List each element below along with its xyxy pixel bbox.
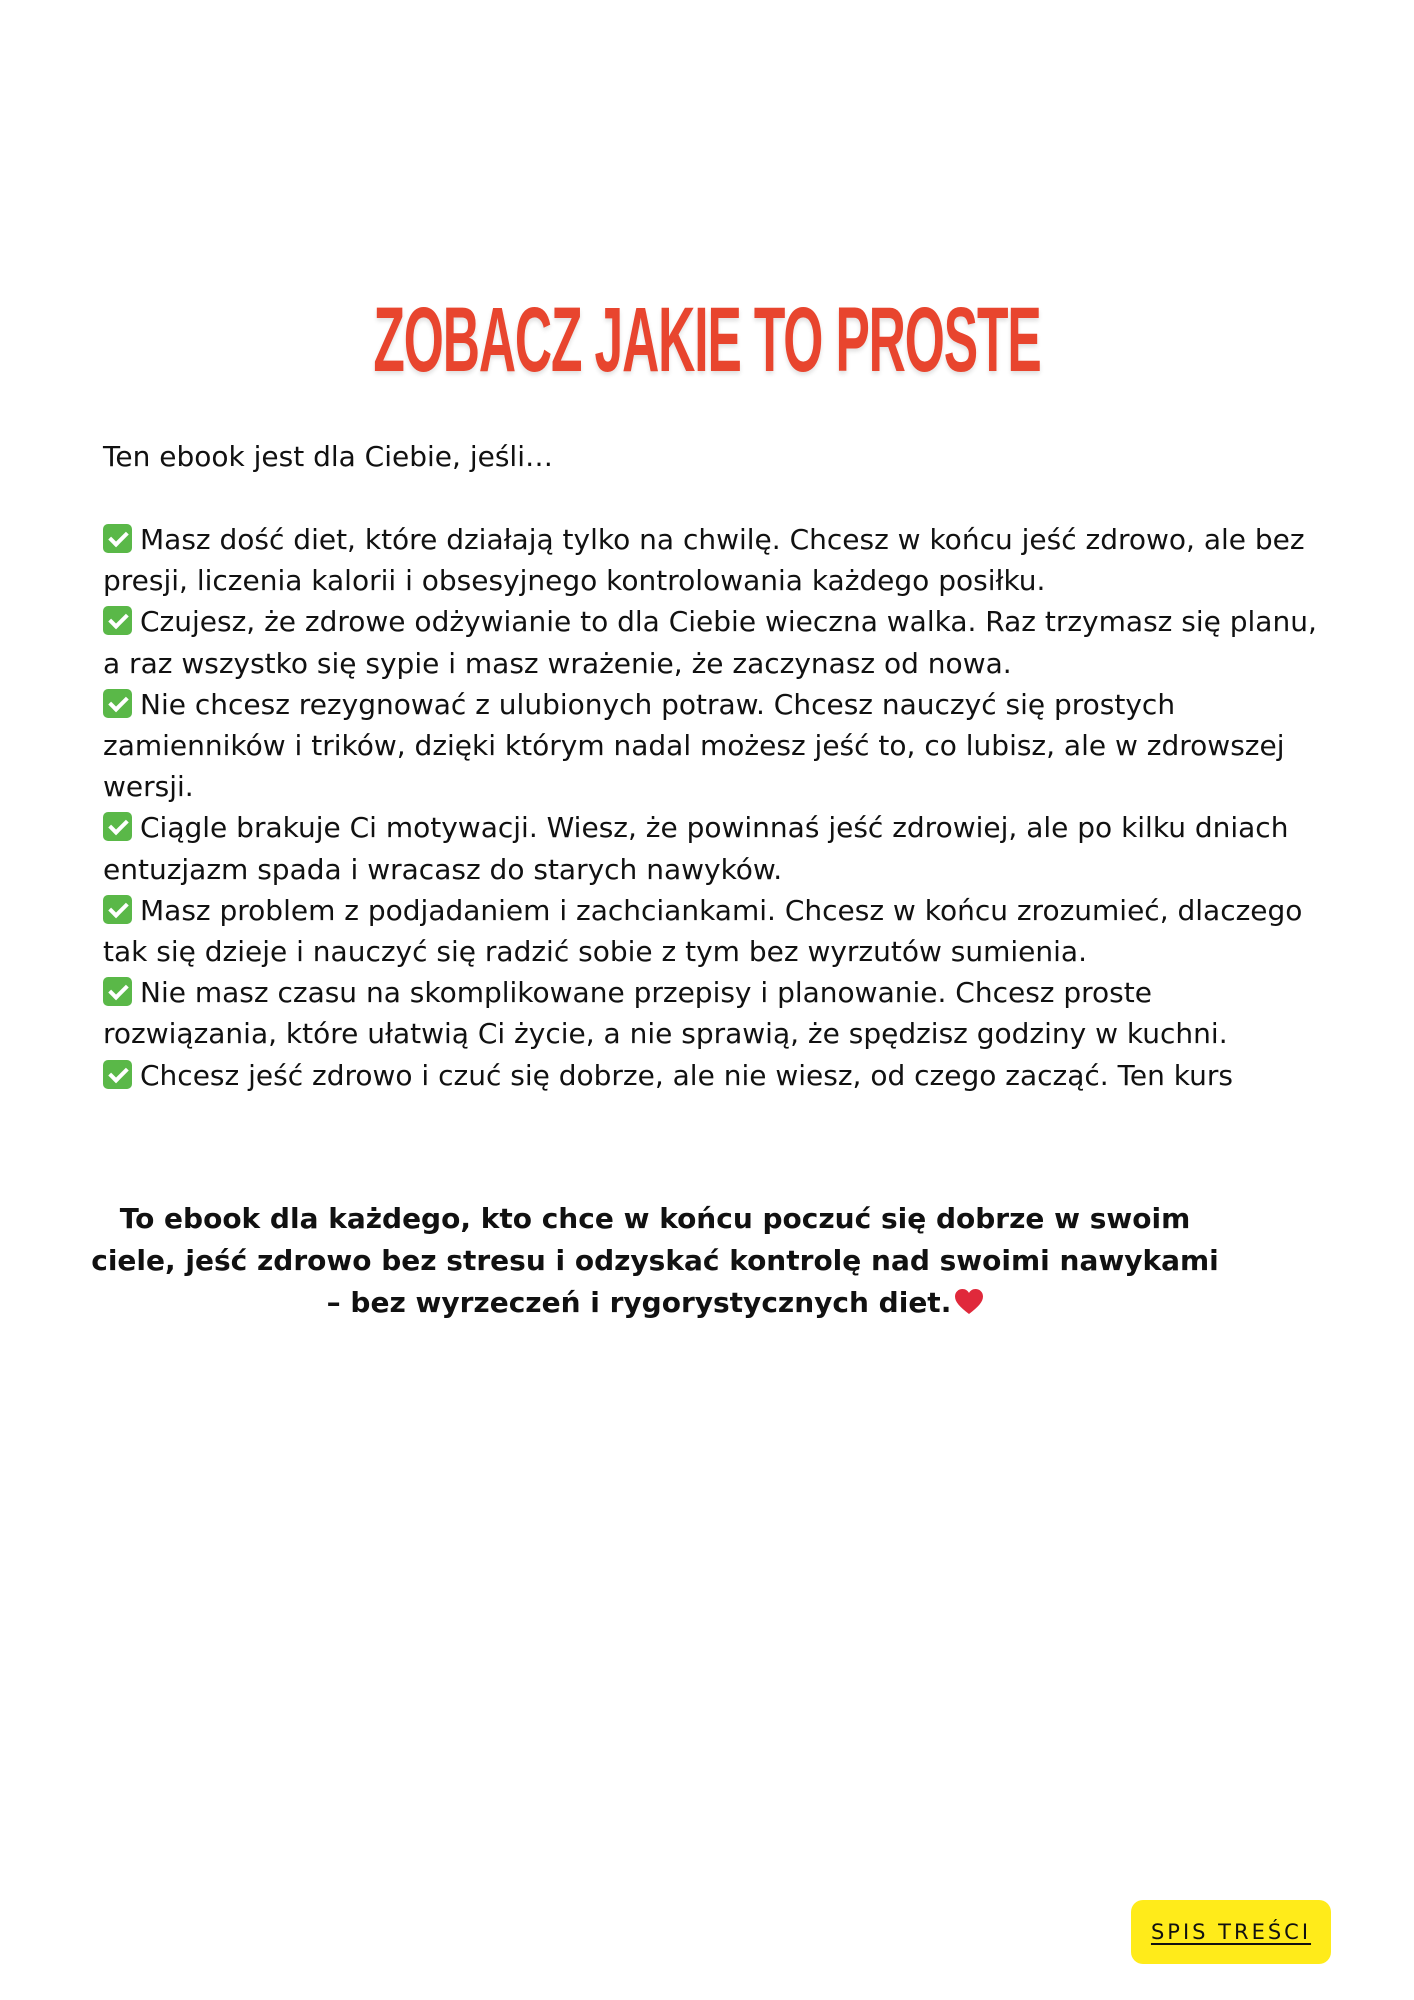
list-item-text: Chcesz jeść zdrowo i czuć się dobrze, ale nie wiesz, od czego zacząć. Ten kurs bbox=[140, 1058, 1233, 1092]
list-item-text: Masz problem z podjadaniem i zachciankami. Chcesz w końcu zrozumieć, dlaczego tak się dzieje i nauczyć się radzić sobie z tym bez wyrzutów sumienia. bbox=[103, 893, 1303, 969]
list-item-text: Masz dość diet, które działają tylko na chwilę. Chcesz w końcu jeść zdrowo, ale bez presji, liczenia kalorii i obsesyjnego kontrolowania każdego posiłku. bbox=[103, 523, 1305, 598]
check-mark-icon bbox=[103, 977, 132, 1006]
check-mark-icon bbox=[103, 524, 132, 553]
list-item bbox=[103, 684, 1333, 808]
list-item bbox=[103, 972, 1333, 1054]
list-item-text: Nie chcesz rezygnować z ulubionych potraw. Chcesz nauczyć się prostych zamienników i trików, dzięki którym nadal możesz jeść to, co lubisz, ale w zdrowszej wersji. bbox=[103, 687, 1285, 804]
check-mark-icon bbox=[103, 689, 132, 718]
list-item bbox=[103, 519, 1333, 601]
check-mark-icon bbox=[103, 606, 132, 635]
intro-text: Ten ebook jest dla Ciebie, jeśli… bbox=[103, 440, 553, 473]
check-mark-icon bbox=[103, 1060, 132, 1089]
checklist bbox=[103, 519, 1333, 1096]
closing-statement bbox=[80, 1198, 1230, 1324]
closing-text: To ebook dla każdego, kto chce w końcu poczuć się dobrze w swoim ciele, jeść zdrowo bez stresu i odzyskać kontrolę nad swoimi nawykami – bez wyrzeczeń i rygorystycznych diet. bbox=[91, 1202, 1219, 1319]
list-item bbox=[103, 807, 1333, 889]
table-of-contents-label: SPIS TREŚCI bbox=[1150, 1920, 1312, 1944]
heart-icon bbox=[955, 1289, 983, 1315]
list-item bbox=[103, 890, 1333, 972]
table-of-contents-button[interactable] bbox=[1131, 1900, 1331, 1964]
check-mark-icon bbox=[103, 895, 132, 924]
list-item-text: Ciągle brakuje Ci motywacji. Wiesz, że powinnaś jeść zdrowiej, ale po kilku dniach entuzjazm spada i wracasz do starych nawyków. bbox=[103, 811, 1289, 886]
list-item-text: Czujesz, że zdrowe odżywianie to dla Ciebie wieczna walka. Raz trzymasz się planu, a raz wszystko się sypie i masz wrażenie, że zaczynasz od nowa. bbox=[103, 605, 1317, 680]
list-item bbox=[103, 601, 1333, 683]
list-item-text: Nie masz czasu na skomplikowane przepisy i planowanie. Chcesz proste rozwiązania, które ułatwią Ci życie, a nie sprawią, że spędzisz godziny w kuchni. bbox=[103, 976, 1228, 1051]
check-mark-icon bbox=[103, 812, 132, 841]
page-title: ZOBACZ JAKIE TO PROSTE bbox=[373, 288, 1041, 391]
list-item bbox=[103, 1055, 1333, 1096]
